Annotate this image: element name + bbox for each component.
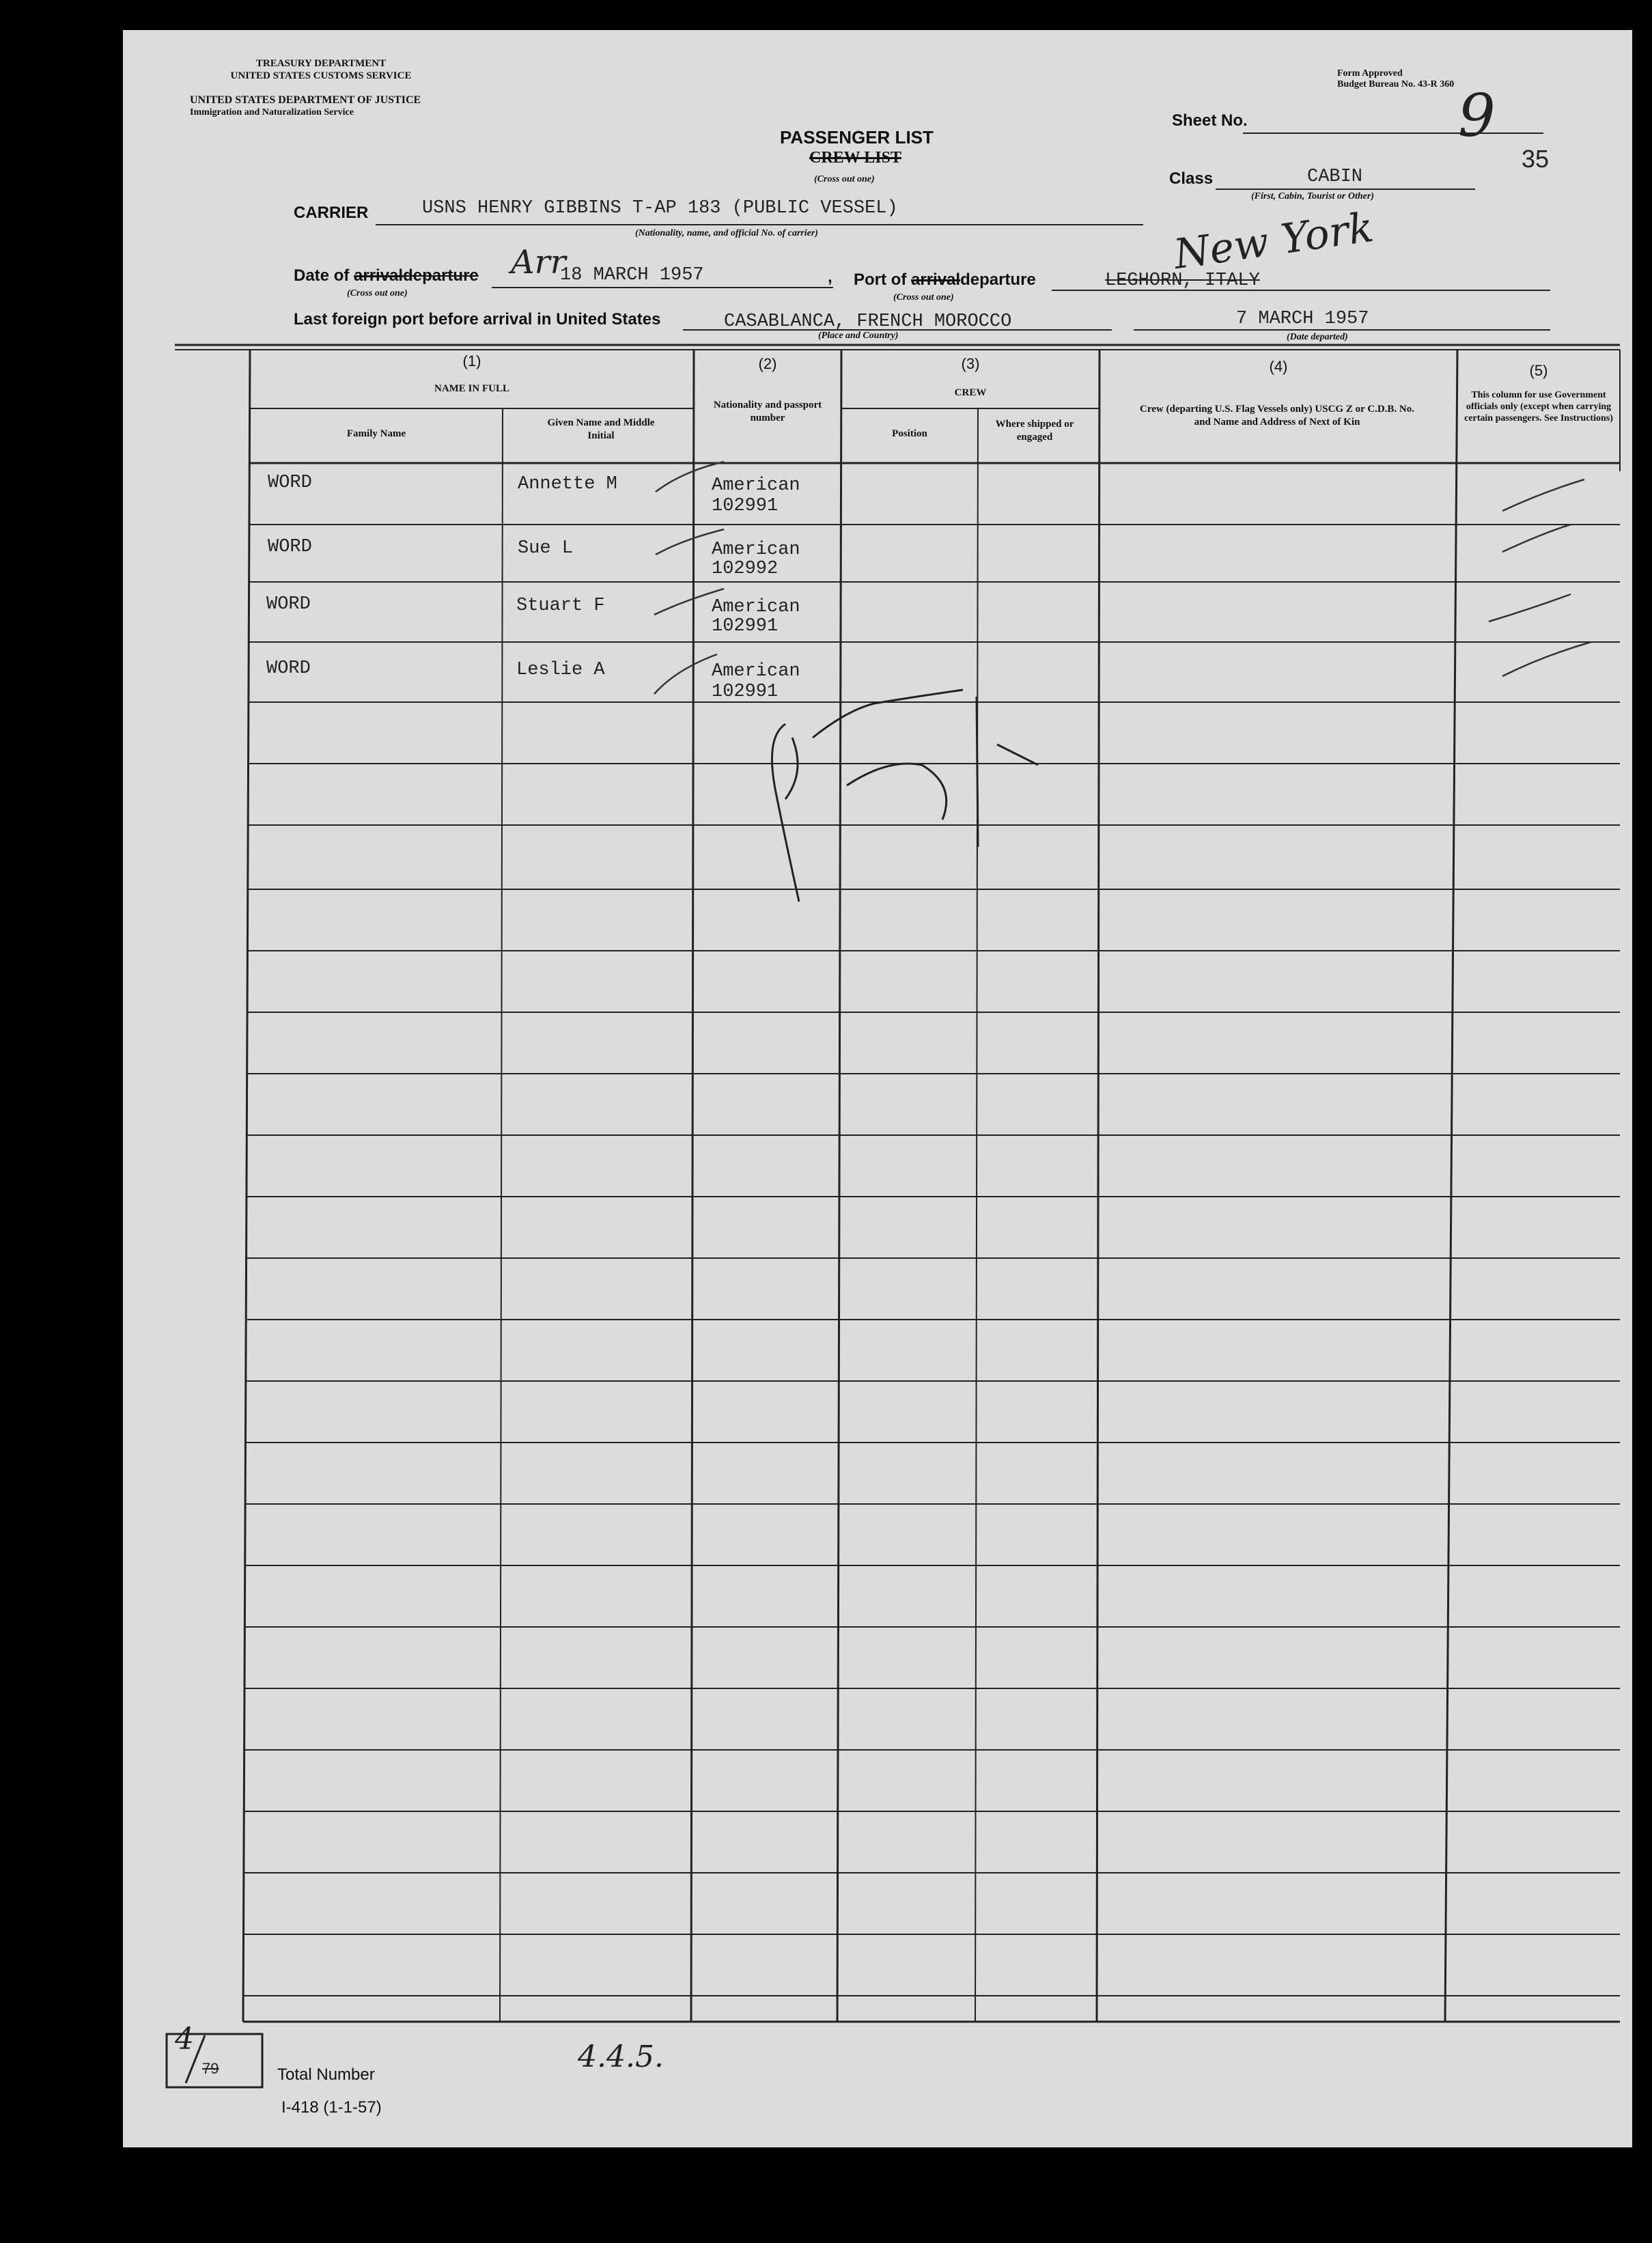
signature-scribble xyxy=(772,690,1038,902)
date-departed-hint: (Date departed) xyxy=(1287,332,1348,342)
col5-number: (5) xyxy=(1529,362,1548,379)
row4-family: WORD xyxy=(266,658,311,679)
form-approved-text: Form Approved xyxy=(1337,68,1403,79)
carrier-label: CARRIER xyxy=(294,204,369,222)
col3b-title: Where shipped or engaged xyxy=(995,419,1074,443)
date-cross-hint: (Cross out one) xyxy=(347,288,408,298)
dept-line-4: Immigration and Naturalization Service xyxy=(190,107,354,117)
class-label: Class xyxy=(1169,169,1214,188)
form-number: I-418 (1-1-57) xyxy=(281,2098,382,2117)
sheet-label: Sheet No. xyxy=(1172,111,1248,130)
date-label-crossed: arrival xyxy=(354,266,404,285)
col1a-title: Family Name xyxy=(346,428,406,439)
col1-number: (1) xyxy=(462,352,481,370)
row1-given: Annette M xyxy=(518,474,617,494)
dept-line-1: TREASURY DEPARTMENT xyxy=(255,58,387,69)
date-value: 18 MARCH 1957 xyxy=(560,265,704,285)
port-value: LEGHORN, ITALY xyxy=(1105,270,1260,291)
row4-nationality: American xyxy=(712,661,800,682)
row2-family: WORD xyxy=(268,537,312,557)
date-label-suffix: departure xyxy=(403,266,479,285)
col3-title: CREW xyxy=(954,387,987,398)
col5-title: This column for use Government officials only (except when carrying certain passengers. See Instructions) xyxy=(1464,390,1613,423)
class-value: CABIN xyxy=(1307,167,1363,187)
sheet-value: 9 xyxy=(1458,82,1496,150)
col1b-title: Given Name and Middle Initial xyxy=(547,417,655,441)
row1-nationality: American xyxy=(712,475,800,496)
row2-passport: 102992 xyxy=(712,559,779,579)
carrier-value: USNS HENRY GIBBINS T-AP 183 (PUBLIC VESSEL) xyxy=(422,198,898,219)
hand-note: 4.4.5. xyxy=(578,2039,664,2074)
port-label-prefix: Port of xyxy=(854,270,907,289)
col3-number: (3) xyxy=(961,355,980,372)
port-label-suffix: departure xyxy=(960,270,1036,289)
row3-nationality: American xyxy=(712,597,800,617)
row3-family: WORD xyxy=(266,594,311,615)
col4-title: Crew (departing U.S. Flag Vessels only) USCG Z or C.D.B. No. and Name and Address of Next of Kin xyxy=(1140,404,1414,428)
list-title-crossed: CREW LIST xyxy=(809,149,901,167)
carrier-hint: (Nationality, name, and official No. of carrier) xyxy=(635,228,818,238)
col1-title: NAME IN FULL xyxy=(434,383,509,394)
col3a-title: Position xyxy=(892,428,927,439)
title-cross-hint: (Cross out one) xyxy=(814,174,875,184)
port-label-crossed: arrival xyxy=(911,270,961,289)
budget-bureau-text: Budget Bureau No. 43-R 360 xyxy=(1337,79,1455,89)
date-departed-value: 7 MARCH 1957 xyxy=(1236,309,1369,329)
class-hint: (First, Cabin, Tourist or Other) xyxy=(1251,191,1374,201)
row4-passport: 102991 xyxy=(712,682,779,702)
port-hand: New York xyxy=(1171,203,1377,279)
last-port-label: Last foreign port before arrival in United States xyxy=(294,310,661,329)
col2-number: (2) xyxy=(758,355,777,372)
port-cross-hint: (Cross out one) xyxy=(893,292,954,303)
last-port-hint: (Place and Country) xyxy=(818,331,899,341)
list-title: PASSENGER LIST xyxy=(780,127,934,148)
date-label-prefix: Date of xyxy=(294,266,350,285)
row2-given: Sue L xyxy=(518,538,574,559)
col2-title: Nationality and passport number xyxy=(713,400,822,423)
row1-passport: 102991 xyxy=(712,496,779,516)
last-port-value: CASABLANCA, FRENCH MOROCCO xyxy=(724,311,1012,332)
page-number: 35 xyxy=(1522,145,1550,173)
checkmarks xyxy=(654,462,1591,694)
col4-number: (4) xyxy=(1269,358,1288,375)
total-label: Total Number xyxy=(277,2065,375,2084)
total-crossed: 79 xyxy=(202,2060,219,2077)
row3-given: Stuart F xyxy=(516,596,605,616)
row2-nationality: American xyxy=(712,540,800,560)
row4-given: Leslie A xyxy=(516,660,605,680)
row3-passport: 102991 xyxy=(712,616,779,637)
total-hand: 4 xyxy=(175,2022,194,2057)
dept-line-2: UNITED STATES CUSTOMS SERVICE xyxy=(230,70,412,81)
row1-family: WORD xyxy=(268,473,312,493)
dept-line-3: UNITED STATES DEPARTMENT OF JUSTICE xyxy=(190,94,421,106)
date-hand: Arr xyxy=(511,243,566,281)
